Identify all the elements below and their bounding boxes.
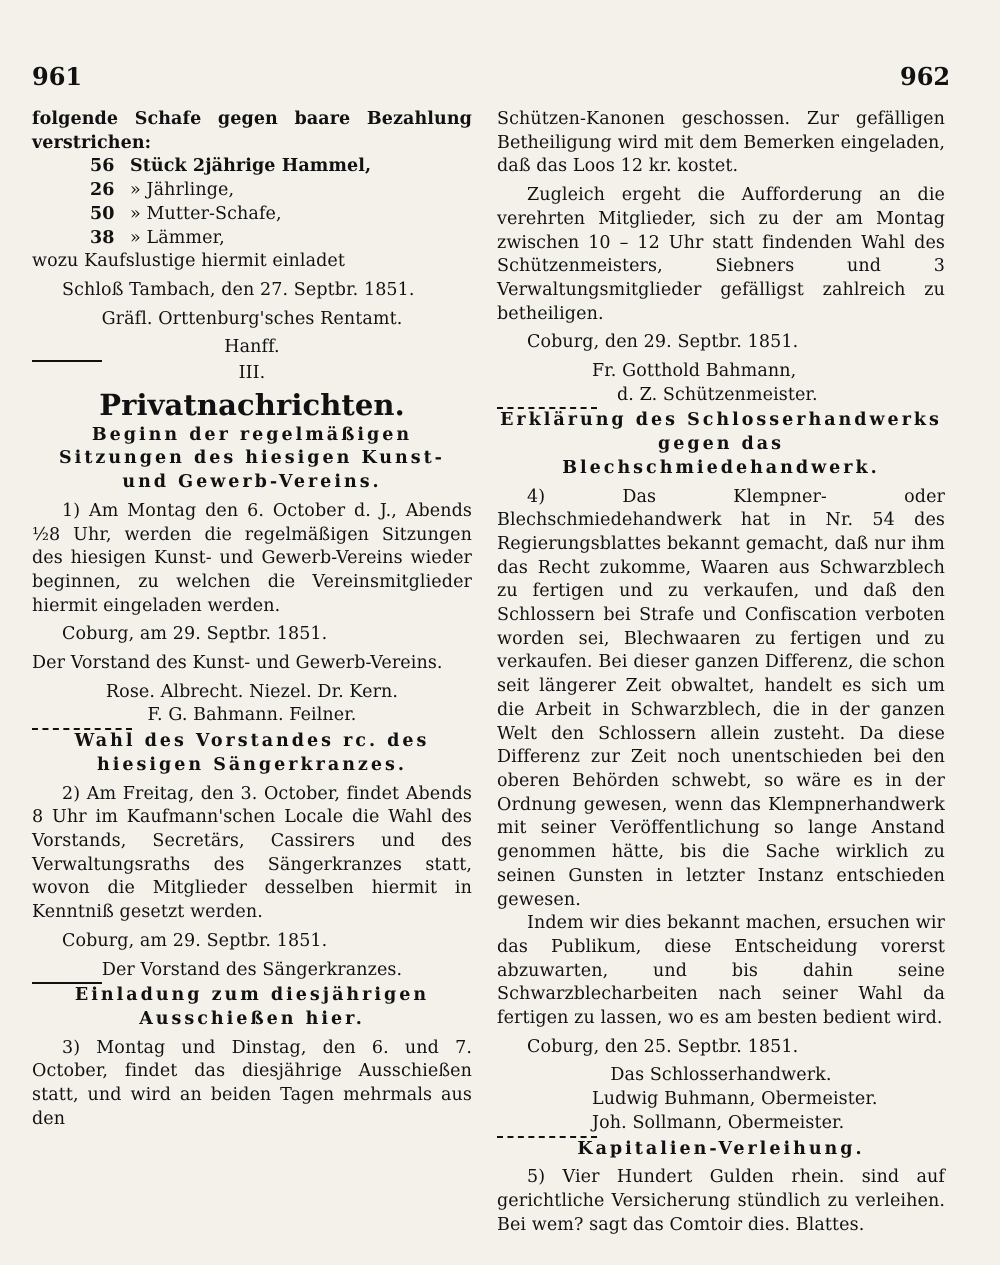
sale-desc: Stück 2jährige Hammel, [130, 156, 372, 177]
section-title: Privatnachrichten. [99, 387, 405, 422]
sale-item [90, 179, 472, 203]
sale-count: 38 [90, 227, 115, 248]
ad1-names: Rose. Albrecht. Niezel. Dr. Kern. [105, 681, 399, 702]
sale-item [90, 203, 472, 227]
ad4-place-date: Coburg, den 25. Septbr. 1851. [527, 1036, 799, 1057]
right-column [497, 108, 945, 1237]
ad4-org: Das Schlosserhandwerk. [610, 1065, 832, 1086]
sale-desc: » Lämmer, [130, 227, 225, 248]
ad3-text-2: Zugleich ergeht die Aufforderung an die verehrten Mitglieder, sich zu der am Montag zwischen 10 – 12 Uhr statt findenden Wahl des Schützenmeisters, Siebners und 3 Verwaltungsmitglieder gefälligst zahlreich zu betheiligen. [497, 185, 945, 324]
sale-intro: folgende Schafe gegen baare Bezahlung verstrichen: [32, 109, 472, 153]
ad4-text: 4) Das Klempner- oder Blechschmiedehandwerk hat in Nr. 54 des Regierungsblattes bekannt gemacht, daß nur ihm das Recht zukomme, Waaren aus Schwarzblech zu fertigen und zu verkaufen, und daß den Schlossern bei Strafe und Confiscation verboten worden sei, Blechwaaren zu fertigen und zu verkaufen. Bei dieser ganzen Differenz, die schon seit längerer Zeit obwaltet, handelt es sich um die Arbeit in Schwarzblech, die in der ganzen Welt den Schlossern allein zusteht. Da diese Differenz zur Zeit noch unentschieden bei den oberen Behörden schwebt, so wäre es in der Ordnung gewesen, wenn das Klempnerhandwerk mit seiner Veröffentlichung so lange Anstand genommen hätte, bis die Sache wirklich zu seinen Gunsten in letzter Instanz entschieden gewesen. [497, 486, 945, 910]
sale-desc: » Jährlinge, [130, 180, 235, 201]
ad4-signature-2: Joh. Sollmann, Obermeister. [592, 1112, 845, 1133]
ad3-text: 3) Montag und Dinstag, den 6. und 7. October, findet das diesjährige Ausschießen statt, und wird an beiden Tagen mehrmals aus den [32, 1037, 472, 1129]
ad4-text-2: Indem wir dies bekannt machen, ersuchen wir das Publikum, diese Entscheidung vorerst abzuwarten, und bis dahin seine Schwarzblecharbeiten nach seiner Wahl da fertigen zu lassen, wo es am besten bedient wird. [497, 913, 945, 1029]
sale-count: 50 [90, 203, 115, 224]
ad4-heading: Erklärung des Schlosserhandwerks gegen das Blechschmiedehandwerk. [500, 410, 942, 478]
ad3-continued: Schützen-Kanonen geschossen. Zur gefälligen Betheiligung wird mit dem Bemerken eingeladen, daß das Loos 12 kr. kostet. [497, 109, 945, 177]
ad4-signature-1: Ludwig Buhmann, Obermeister. [592, 1089, 878, 1110]
section-number: III. [238, 363, 266, 384]
ad2-heading: Wahl des Vorstandes rc. des hiesigen Sängerkranzes. [74, 731, 430, 775]
ad3-signature: Fr. Gotthold Bahmann, [592, 361, 797, 382]
ad1-heading: Beginn der regelmäßigen Sitzungen des hiesigen Kunst- und Gewerb-Vereins. [59, 424, 445, 493]
ad1-names-2: F. G. Bahmann. Feilner. [147, 705, 357, 726]
ad1-place-date: Coburg, am 29. Septbr. 1851. [62, 624, 328, 645]
sale-desc: » Mutter-Schafe, [130, 203, 282, 224]
page-number-left: 961 [32, 62, 83, 91]
ad2-board: Der Vorstand des Sängerkranzes. [101, 959, 403, 980]
sale-place-date: Schloß Tambach, den 27. Septbr. 1851. [62, 279, 415, 300]
ad3-signature-title: d. Z. Schützenmeister. [617, 384, 818, 405]
sale-count: 56 [90, 156, 115, 177]
sale-outro: wozu Kaufslustige hiermit einladet [32, 251, 346, 272]
sale-list [32, 155, 472, 250]
ad2-place-date: Coburg, am 29. Septbr. 1851. [62, 930, 328, 951]
page-number-right: 962 [900, 62, 951, 91]
ad1-board: Der Vorstand des Kunst- und Gewerb-Vereins. [32, 653, 443, 674]
sale-signatory: Hanff. [224, 337, 280, 358]
ad3-heading: Einladung zum diesjährigen Ausschießen hier. [74, 985, 430, 1029]
ad1-text: 1) Am Montag den 6. October d. J., Abends ½8 Uhr, werden die regelmäßigen Sitzungen des hiesigen Kunst- und Gewerb-Vereins wieder beginnen, zu welchen die Vereinsmitglieder hiermit eingeladen werden. [32, 500, 472, 616]
sale-item [90, 155, 472, 179]
ad5-text: 5) Vier Hundert Gulden rhein. sind auf gerichtliche Versicherung stündlich zu verleihen. Bei wem? sagt das Comtoir dies. Blattes. [497, 1167, 945, 1235]
left-column [32, 108, 472, 1131]
sale-office: Gräfl. Orttenburg'sches Rentamt. [101, 308, 403, 329]
ad5-heading: Kapitalien-Verleihung. [577, 1138, 865, 1159]
sale-item [90, 227, 472, 251]
ad2-text: 2) Am Freitag, den 3. October, findet Abends 8 Uhr im Kaufmann'schen Locale die Wahl des Vorstands, Secretärs, Cassirers und des Verwaltungsraths des Sängerkranzes statt, wovon die Mitglieder desselben hiermit in Kenntniß gesetzt werden. [32, 783, 472, 923]
ad3-place-date: Coburg, den 29. Septbr. 1851. [527, 332, 799, 353]
sale-count: 26 [90, 180, 115, 201]
